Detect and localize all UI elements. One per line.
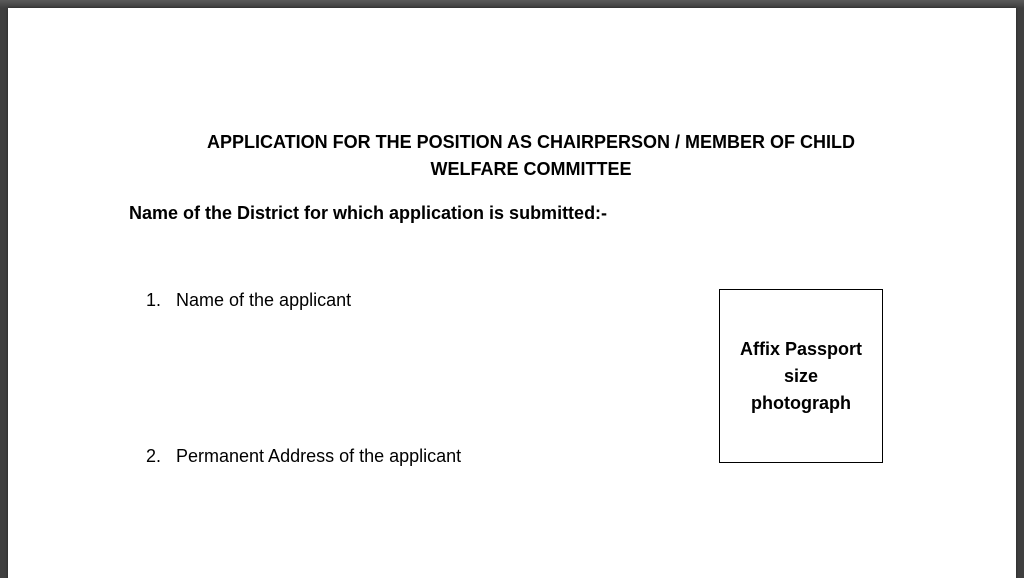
item-label: Permanent Address of the applicant <box>176 446 462 466</box>
passport-photo-box <box>719 289 883 463</box>
item-number: 1. <box>146 290 162 310</box>
district-label: Name of the District for which application is submitted:- <box>129 203 608 223</box>
photo-box-line-3: photograph <box>751 392 851 413</box>
title-line-2: WELFARE COMMITTEE <box>430 159 632 179</box>
item-label: Name of the applicant <box>176 290 352 310</box>
title-line-1: APPLICATION FOR THE POSITION AS CHAIRPERSON / MEMBER OF CHILD <box>206 132 856 152</box>
photo-box-line-2: size <box>783 365 819 386</box>
document-title <box>148 129 914 183</box>
photo-box-line-1: Affix Passport <box>739 338 863 359</box>
form-item-permanent-address <box>146 444 461 468</box>
item-number: 2. <box>146 446 162 466</box>
photo-box-text <box>726 336 876 417</box>
document-page <box>8 8 1016 578</box>
form-item-applicant-name <box>146 288 351 312</box>
